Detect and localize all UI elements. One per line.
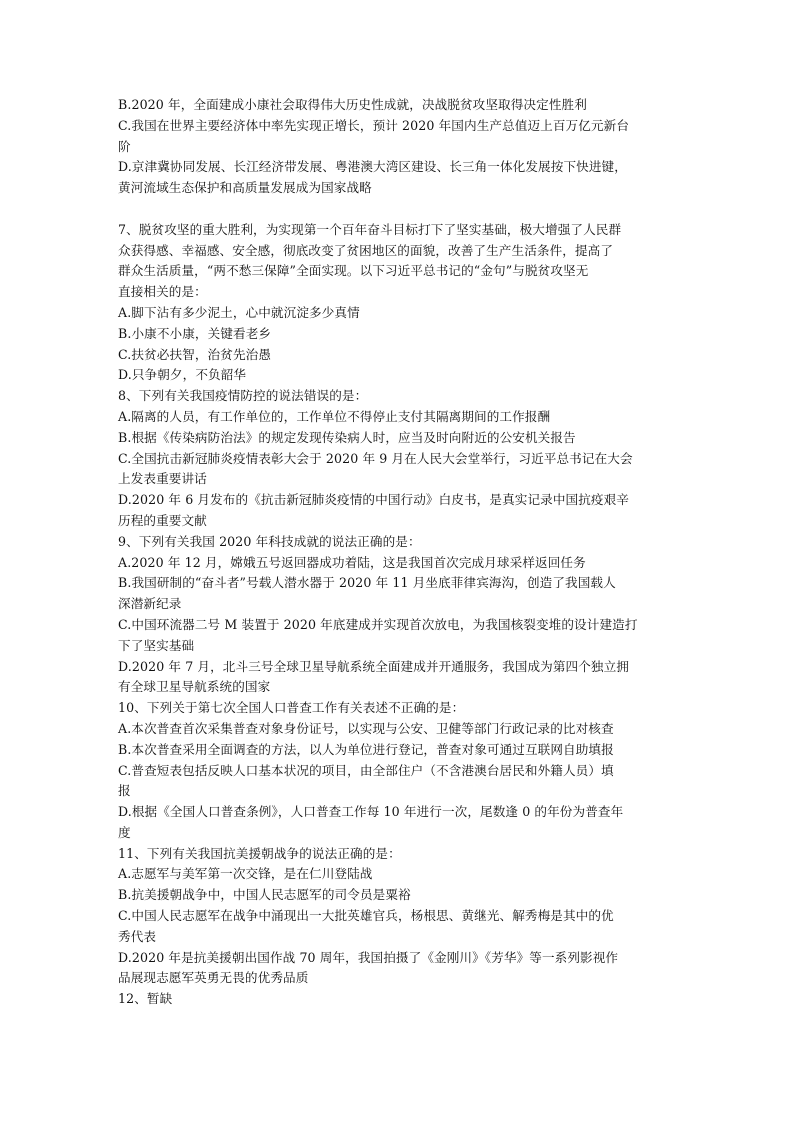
q8-option-a: A.隔离的人员，有工作单位的，工作单位不得停止支付其隔离期间的工作报酬 xyxy=(118,408,551,424)
q9-option-c-line-1: C.中国环流器二号 M 装置于 2020 年底建成并实现首次放电，为我国核裂变堆的设计建造打 xyxy=(118,616,638,632)
q9-option-a: A.2020 年 12 月，嫦娥五号返回器成功着陆，这是我国首次完成月球采样返回任务 xyxy=(118,554,586,570)
question-6-tail xyxy=(118,95,684,199)
q7-option-d: D.只争朝夕，不负韶华 xyxy=(118,367,247,383)
q6-option-d-line-2: 黄河流域生态保护和高质量发展成为国家战略 xyxy=(118,180,372,196)
q7-option-b: B.小康不小康，关键看老乡 xyxy=(118,325,272,341)
question-12 xyxy=(118,989,684,1010)
question-8 xyxy=(118,386,684,532)
q9-option-b-line-2: 深潜新纪录 xyxy=(118,596,182,612)
document-page xyxy=(118,95,684,1010)
question-9 xyxy=(118,532,684,698)
q6-option-d-line-1: D.京津冀协同发展、长江经济带发展、粤港澳大湾区建设、长三角一体化发展按下快进键， xyxy=(118,159,627,175)
q11-option-a: A.志愿军与美军第一次交锋，是在仁川登陆战 xyxy=(118,866,373,882)
q10-option-d-line-1: D.根据《全国人口普查条例》，人口普查工作每 10 年进行一次，尾数逢 0 的年份为普查年 xyxy=(118,804,624,820)
q8-option-d-line-2: 历程的重要文献 xyxy=(118,512,207,528)
q10-stem: 10、下列关于第七次全国人口普查工作有关表述不正确的是： xyxy=(118,700,465,716)
q11-option-b: B.抗美援朝战争中，中国人民志愿军的司令员是粟裕 xyxy=(118,887,411,903)
q7-option-a: A.脚下沾有多少泥土，心中就沉淀多少真情 xyxy=(118,304,360,320)
q9-option-d-line-1: D.2020 年 7 月，北斗三号全球卫星导航系统全面建成并开通服务，我国成为第四个独立拥 xyxy=(118,658,630,674)
q11-stem: 11、下列有关我国抗美援朝战争的说法正确的是： xyxy=(118,845,401,861)
q11-option-d-line-1: D.2020 年是抗美援朝出国作战 70 周年，我国拍摄了《金刚川》《芳华》等一系列影视作 xyxy=(118,949,619,965)
q7-stem-line-4: 直接相关的是： xyxy=(118,284,207,300)
q8-option-c-line-1: C.全国抗击新冠肺炎疫情表彰大会于 2020 年 9 月在人民大会堂举行，习近平总书记在大会 xyxy=(118,450,633,466)
blank-line xyxy=(118,199,684,220)
q7-option-c: C.扶贫必扶智，治贫先治愚 xyxy=(118,346,272,362)
question-7 xyxy=(118,220,684,386)
q8-option-b: B.根据《传染病防治法》的规定发现传染病人时，应当及时向附近的公安机关报告 xyxy=(118,429,576,445)
q10-option-a: A.本次普查首次采集普查对象身份证号，以实现与公安、卫健等部门行政记录的比对核查 xyxy=(118,720,614,736)
q7-stem-line-1: 7、脱贫攻坚的重大胜利，为实现第一个百年奋斗目标打下了坚实基础，极大增强了人民群 xyxy=(118,221,622,237)
q9-option-b-line-1: B.我国研制的“奋斗者”号载人潜水器于 2020 年 11 月坐底菲律宾海沟，创造了我国载人 xyxy=(118,575,616,591)
q7-stem-line-3: 群众生活质量，“两不愁三保障”全面实现。以下习近平总书记的“金句”与脱贫攻坚无 xyxy=(118,263,589,279)
q10-option-c-line-1: C.普查短表包括反映人口基本状况的项目，由全部住户（不含港澳台居民和外籍人员）填 xyxy=(118,762,614,778)
q10-option-b: B.本次普查采用全面调查的方法，以人为单位进行登记，普查对象可通过互联网自助填报 xyxy=(118,741,614,757)
q6-option-c-line-2: 阶 xyxy=(118,138,131,154)
q6-option-b: B.2020 年，全面建成小康社会取得伟大历史性成就，决战脱贫攻坚取得决定性胜利 xyxy=(118,97,587,112)
q8-option-d-line-1: D.2020 年 6 月发布的《抗击新冠肺炎疫情的中国行动》白皮书，是真实记录中国抗疫艰辛 xyxy=(118,492,630,508)
q12-stem: 12、暂缺 xyxy=(118,991,173,1007)
q7-stem-line-2: 众获得感、幸福感、安全感，彻底改变了贫困地区的面貌，改善了生产生活条件，提高了 xyxy=(118,242,614,258)
q9-stem: 9、下列有关我国 2020 年科技成就的说法正确的是： xyxy=(118,533,421,549)
q11-option-c-line-2: 秀代表 xyxy=(118,928,157,944)
q11-option-d-line-2: 品展现志愿军英勇无畏的优秀品质 xyxy=(118,970,309,986)
question-10 xyxy=(118,698,684,844)
q10-option-c-line-2: 报 xyxy=(118,783,131,799)
question-11 xyxy=(118,844,684,990)
q9-option-c-line-2: 下了坚实基础 xyxy=(118,637,195,653)
q9-option-d-line-2: 有全球卫星导航系统的国家 xyxy=(118,679,271,695)
q10-option-d-line-2: 度 xyxy=(118,824,131,840)
q11-option-c-line-1: C.中国人民志愿军在战争中涌现出一大批英雄官兵，杨根思、黄继光、解秀梅是其中的优 xyxy=(118,908,614,924)
q6-option-c-line-1: C.我国在世界主要经济体中率先实现正增长，预计 2020 年国内生产总值迈上百万亿元新台 xyxy=(118,117,630,133)
q8-option-c-line-2: 上发表重要讲话 xyxy=(118,471,207,487)
q8-stem: 8、下列有关我国疫情防控的说法错误的是： xyxy=(118,388,368,404)
